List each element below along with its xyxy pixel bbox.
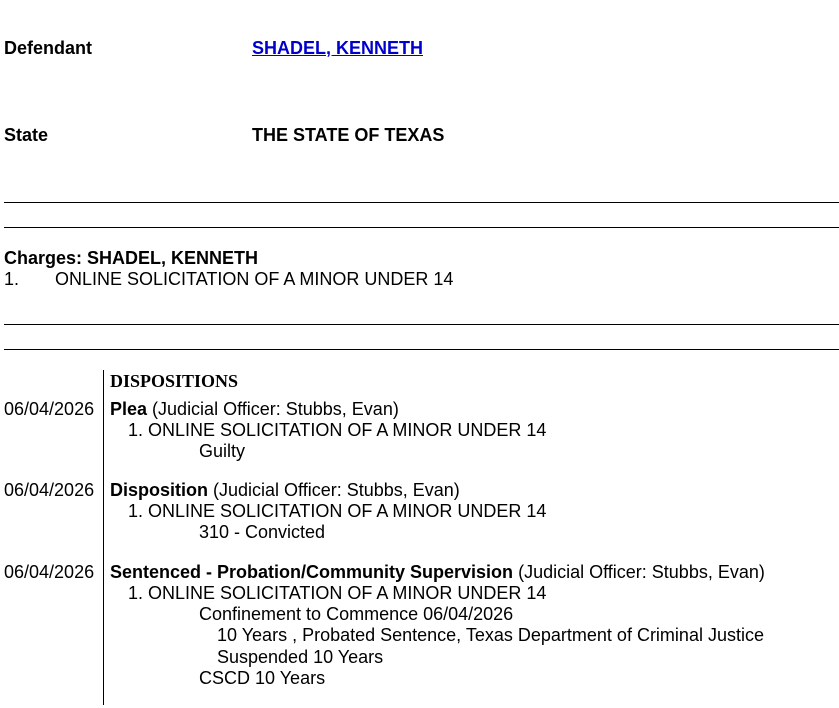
disposition-type: Sentenced - Probation/Community Supervision: [110, 562, 514, 582]
disposition-charge: 1. ONLINE SOLICITATION OF A MINOR UNDER 14: [128, 583, 547, 603]
judicial-officer: (Judicial Officer: Stubbs, Evan): [213, 480, 460, 500]
divider: [4, 202, 839, 203]
judicial-officer: (Judicial Officer: Stubbs, Evan): [152, 399, 399, 419]
suspended-line: Suspended 10 Years: [217, 647, 384, 667]
charge-number: 1.: [4, 269, 20, 289]
charges-title: Charges: SHADEL, KENNETH: [4, 248, 259, 268]
disposition-date: 06/04/2026: [4, 399, 95, 419]
divider: [4, 324, 839, 325]
disposition-date: 06/04/2026: [4, 480, 95, 500]
disposition-charge: 1. ONLINE SOLICITATION OF A MINOR UNDER 14: [128, 501, 547, 521]
disposition-detail: Guilty: [199, 441, 246, 461]
sentence-line: 10 Years , Probated Sentence, Texas Department of Criminal Justice: [217, 625, 764, 645]
disposition-charge: 1. ONLINE SOLICITATION OF A MINOR UNDER 14: [128, 420, 547, 440]
dispositions-heading: DISPOSITIONS: [110, 371, 239, 391]
disposition-date: 06/04/2026: [4, 562, 95, 582]
state-label: State: [4, 125, 49, 145]
disposition-type: Plea: [110, 399, 148, 419]
state-name: THE STATE OF TEXAS: [252, 125, 445, 145]
judicial-officer: (Judicial Officer: Stubbs, Evan): [518, 562, 765, 582]
divider: [4, 349, 839, 350]
disposition-title-line: [110, 480, 460, 501]
cscd-line: CSCD 10 Years: [199, 668, 326, 688]
disposition-title-line: [110, 562, 765, 583]
disposition-title-line: [110, 399, 399, 420]
charge-description: ONLINE SOLICITATION OF A MINOR UNDER 14: [55, 269, 454, 289]
confinement-line: Confinement to Commence 06/04/2026: [199, 604, 514, 624]
defendant-name-link[interactable]: SHADEL, KENNETH: [252, 38, 424, 58]
defendant-label: Defendant: [4, 38, 93, 58]
divider: [4, 227, 839, 228]
disposition-detail: 310 - Convicted: [199, 522, 326, 542]
dispositions-vertical-rule: [103, 370, 104, 705]
disposition-type: Disposition: [110, 480, 208, 500]
